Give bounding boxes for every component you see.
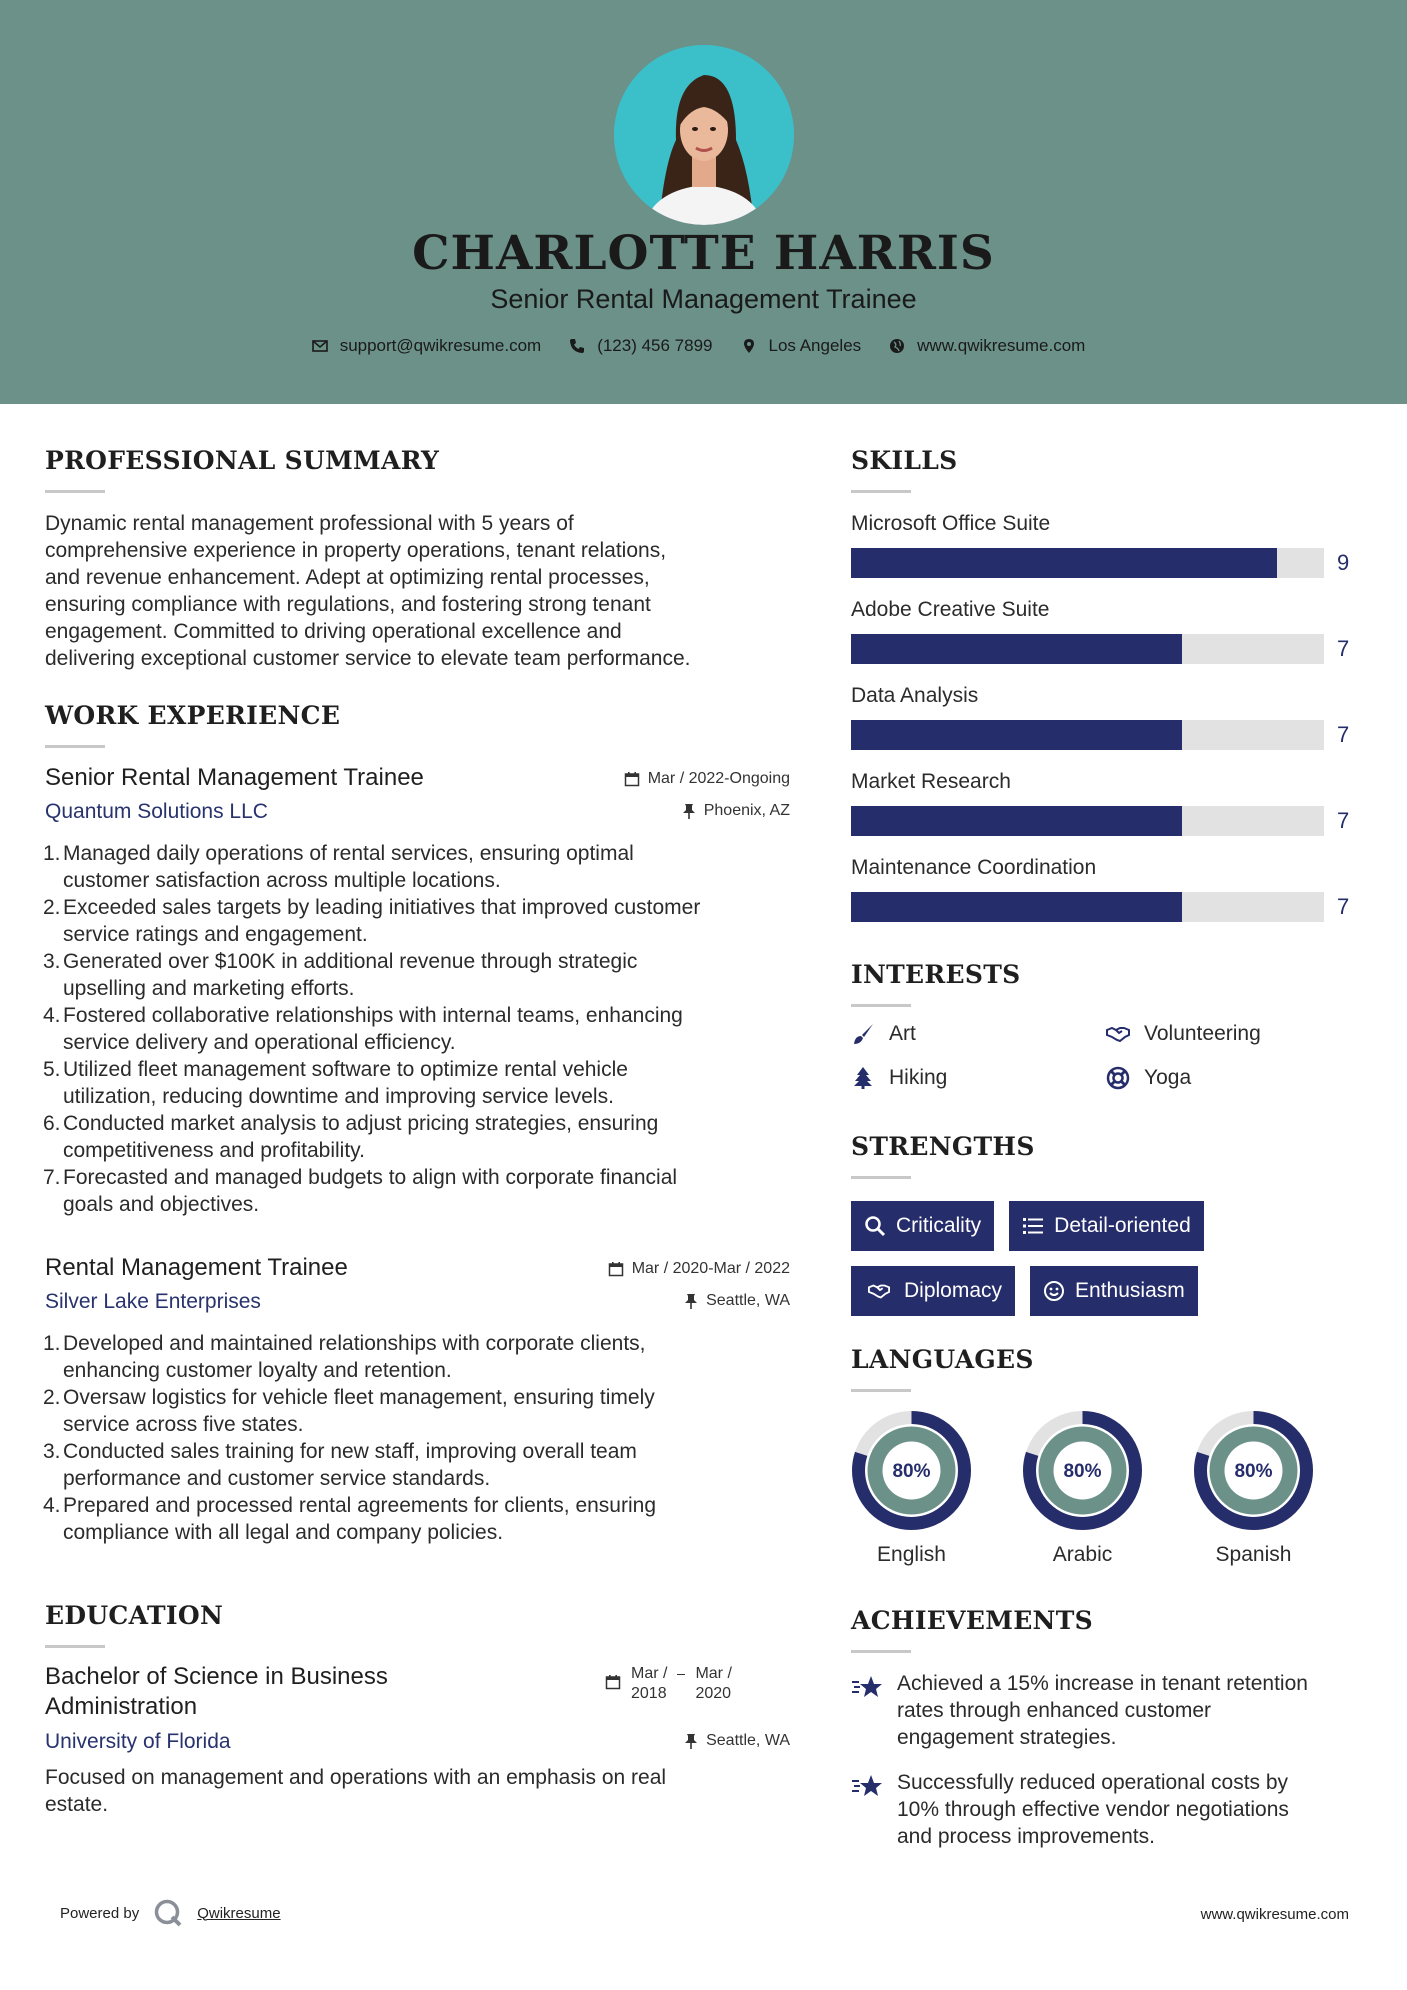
paintbrush-icon	[851, 1022, 875, 1046]
summary-line: comprehensive experience in property operations, tenant relations,	[45, 539, 667, 562]
list-icon	[1022, 1215, 1044, 1237]
interests-list	[851, 1022, 1331, 1090]
job-bullet: 2. Exceeded sales targets by leading initiatives that improved customer service ratings and engagement.	[43, 896, 701, 946]
skill-level: 7	[1337, 894, 1350, 919]
skill-level: 7	[1337, 636, 1350, 661]
education-description: Focused on management and operations with an emphasis on real estate.	[45, 1766, 667, 1816]
education-start-date: Mar / 2018	[631, 1665, 668, 1702]
skill-bar-track	[851, 806, 1324, 836]
strengths-list	[851, 1201, 1351, 1331]
interest-label: Art	[889, 1022, 916, 1045]
candidate-title: Senior Rental Management Trainee	[490, 284, 917, 314]
job-date-text: Mar / 2022-Ongoing	[647, 770, 790, 787]
job-bullet: 5. Utilized fleet management software to optimize rental vehicle utilization, reducing downtime and improving service levels.	[43, 1058, 628, 1108]
job-bullets	[45, 1330, 790, 1546]
skill-bar-fill	[851, 892, 1182, 922]
skill-name: Adobe Creative Suite	[851, 598, 1050, 621]
skills-heading-rule	[851, 490, 911, 493]
language-name: Spanish	[1215, 1543, 1292, 1566]
job-location	[684, 1292, 790, 1310]
languages-heading: LANGUAGES	[851, 1345, 1034, 1374]
job-bullet: 2. Oversaw logistics for vehicle fleet management, ensuring timely service across five states.	[43, 1386, 655, 1436]
languages-list	[851, 1410, 1311, 1567]
job-bullet: 4. Fostered collaborative relationships with internal teams, enhancing service delivery and operational efficiency.	[43, 1004, 683, 1054]
education-location-text: Seattle, WA	[706, 1732, 790, 1749]
calendar-icon	[608, 1261, 624, 1277]
pushpin-icon	[684, 1293, 698, 1309]
contact-phone-text: (123) 456 7899	[597, 336, 713, 355]
contact-website-text: www.qwikresume.com	[917, 336, 1086, 355]
strength-label: Criticality	[896, 1214, 982, 1237]
job-bullet: 6. Conducted market analysis to adjust pricing strategies, ensuring competitiveness and profitability.	[43, 1112, 659, 1162]
skill-level: 7	[1337, 722, 1350, 747]
skill-name: Maintenance Coordination	[851, 856, 1097, 879]
skills-list	[851, 512, 1361, 942]
skill-level: 9	[1337, 550, 1350, 575]
shooting-star-icon	[851, 1672, 883, 1702]
contact-email[interactable]	[312, 336, 542, 356]
calendar-icon	[605, 1674, 621, 1690]
handshake-icon	[1106, 1022, 1130, 1046]
skill-bar-track	[851, 720, 1324, 750]
skill-name: Microsoft Office Suite	[851, 512, 1051, 535]
achievement-text: Achieved a 15% increase in tenant retention rates through enhanced customer engagement strategies.	[897, 1672, 1308, 1749]
footer-brand-link[interactable]: Qwikresume	[197, 1904, 281, 1922]
tree-icon	[851, 1066, 875, 1090]
job-date	[608, 1260, 790, 1278]
job-date	[624, 770, 790, 788]
skill-bar-fill	[851, 720, 1182, 750]
interest-label: Hiking	[889, 1066, 948, 1089]
contact-website[interactable]	[889, 336, 1085, 356]
job-role: Rental Management Trainee	[45, 1254, 348, 1281]
language-percent: 80%	[1234, 1461, 1273, 1482]
achievement-item	[851, 1670, 1361, 1751]
header-band	[0, 0, 1407, 404]
job-entry	[45, 1254, 790, 1546]
summary-line: ensuring compliance with regulations, and fostering strong tenant	[45, 593, 651, 616]
job-bullet: 3. Conducted sales training for new staff, improving overall team performance and customer service standards.	[43, 1440, 637, 1490]
pushpin-icon	[684, 1733, 698, 1749]
education-dates	[605, 1664, 732, 1704]
language-progress-ring	[1193, 1410, 1314, 1531]
job-entry	[45, 764, 790, 1218]
achievements-heading-rule	[851, 1650, 911, 1653]
education-heading-rule	[45, 1645, 105, 1648]
skill-item	[851, 770, 1361, 856]
job-bullet: 7. Forecasted and managed budgets to align with corporate financial goals and objectives.	[43, 1166, 678, 1216]
calendar-icon	[624, 771, 640, 787]
skill-bar-fill	[851, 634, 1182, 664]
language-progress-ring	[1022, 1410, 1143, 1531]
summary-text	[45, 510, 790, 672]
lifebuoy-icon	[1106, 1066, 1130, 1090]
job-location-text: Seattle, WA	[706, 1292, 790, 1309]
skill-item	[851, 856, 1361, 942]
strength-tag	[851, 1266, 1015, 1316]
phone-icon	[569, 338, 585, 354]
skill-bar-track	[851, 548, 1324, 578]
skills-heading: SKILLS	[851, 446, 958, 475]
contact-email-text: support@qwikresume.com	[339, 336, 542, 355]
skill-item	[851, 512, 1361, 598]
achievement-text: Successfully reduced operational costs by 10% through effective vendor negotiations and process improvements.	[897, 1771, 1289, 1848]
job-bullet: 3. Generated over $100K in additional revenue through strategic upselling and marketing efforts.	[43, 950, 638, 1000]
job-bullets	[45, 840, 790, 1218]
job-date-text: Mar / 2020-Mar / 2022	[631, 1260, 790, 1277]
language-progress-ring	[851, 1410, 972, 1531]
skill-bar-track	[851, 892, 1324, 922]
smile-icon	[1043, 1280, 1065, 1302]
language-item	[1193, 1410, 1314, 1567]
job-location	[682, 802, 790, 820]
summary-line: engagement. Committed to driving operational excellence and	[45, 620, 622, 643]
pushpin-icon	[682, 803, 696, 819]
qwikresume-logo-icon	[153, 1898, 183, 1928]
summary-heading: PROFESSIONAL SUMMARY	[45, 446, 440, 475]
achievement-item	[851, 1769, 1361, 1850]
contact-phone[interactable]	[569, 336, 712, 356]
job-bullet: 1. Developed and maintained relationships with corporate clients, enhancing customer loyalty and retention.	[43, 1332, 646, 1382]
languages-heading-rule	[851, 1389, 911, 1392]
strength-tag	[851, 1201, 994, 1251]
strength-label: Enthusiasm	[1075, 1279, 1185, 1302]
interest-item	[851, 1022, 1106, 1046]
achievements-heading: ACHIEVEMENTS	[851, 1606, 1093, 1635]
experience-heading: WORK EXPERIENCE	[45, 701, 341, 730]
education-heading: EDUCATION	[45, 1601, 224, 1630]
strength-tag	[1009, 1201, 1204, 1251]
strengths-heading: STRENGTHS	[851, 1132, 1035, 1161]
skill-bar-track	[851, 634, 1324, 664]
skill-item	[851, 598, 1361, 684]
interest-item	[1106, 1066, 1331, 1090]
language-name: English	[877, 1543, 946, 1566]
profile-photo-illustration	[614, 45, 794, 225]
job-bullet: 4. Prepared and processed rental agreements for clients, ensuring compliance with all legal and company policies.	[43, 1494, 657, 1544]
job-company: Silver Lake Enterprises	[45, 1290, 261, 1313]
skill-name: Data Analysis	[851, 684, 979, 707]
interest-item	[851, 1066, 1106, 1090]
shooting-star-icon	[851, 1771, 883, 1801]
powered-by-text: Powered by	[60, 1904, 140, 1922]
envelope-icon	[312, 338, 328, 354]
job-location-text: Phoenix, AZ	[703, 802, 790, 819]
interests-heading: INTERESTS	[851, 960, 1021, 989]
strength-tag	[1030, 1266, 1198, 1316]
interest-item	[1106, 1022, 1331, 1046]
search-icon	[864, 1215, 886, 1237]
strengths-heading-rule	[851, 1176, 911, 1179]
map-pin-icon	[741, 338, 757, 354]
job-bullet: 1. Managed daily operations of rental services, ensuring optimal customer satisfaction across multiple locations.	[43, 842, 634, 892]
summary-line: delivering exceptional customer service to elevate team performance.	[45, 647, 691, 670]
language-item	[851, 1410, 972, 1567]
contact-location-text: Los Angeles	[768, 336, 862, 355]
language-item	[1022, 1410, 1143, 1567]
contact-location	[741, 336, 862, 356]
profile-photo	[614, 45, 794, 225]
strength-label: Detail-oriented	[1054, 1214, 1191, 1237]
education-location	[684, 1732, 790, 1750]
summary-heading-rule	[45, 490, 105, 493]
summary-line: Dynamic rental management professional with 5 years of	[45, 512, 574, 535]
language-name: Arabic	[1052, 1543, 1113, 1566]
footer-powered-by	[60, 1898, 281, 1928]
language-percent: 80%	[892, 1461, 931, 1482]
skill-bar-fill	[851, 806, 1182, 836]
date-separator	[677, 1674, 685, 1675]
interest-label: Yoga	[1144, 1066, 1192, 1089]
education-end-date: Mar / 2020	[695, 1665, 732, 1702]
contact-bar	[0, 336, 1407, 356]
job-role: Senior Rental Management Trainee	[45, 764, 424, 791]
candidate-name: CHARLOTTE HARRIS	[412, 226, 995, 281]
interest-label: Volunteering	[1144, 1022, 1261, 1045]
job-company: Quantum Solutions LLC	[45, 800, 268, 823]
skill-level: 7	[1337, 808, 1350, 833]
handshake-icon	[864, 1280, 894, 1302]
globe-icon	[889, 338, 905, 354]
education-entry	[45, 1662, 790, 1818]
summary-line: and revenue enhancement. Adept at optimizing rental processes,	[45, 566, 650, 589]
skill-item	[851, 684, 1361, 770]
education-degree: Bachelor of Science in Business Administration	[45, 1663, 388, 1720]
language-percent: 80%	[1063, 1461, 1102, 1482]
skill-name: Market Research	[851, 770, 1011, 793]
interests-heading-rule	[851, 1004, 911, 1007]
achievements-list	[851, 1670, 1361, 1868]
education-school: University of Florida	[45, 1730, 231, 1753]
skill-bar-fill	[851, 548, 1277, 578]
strength-label: Diplomacy	[904, 1279, 1003, 1302]
experience-heading-rule	[45, 745, 105, 748]
footer-url-link[interactable]: www.qwikresume.com	[1200, 1906, 1349, 1923]
